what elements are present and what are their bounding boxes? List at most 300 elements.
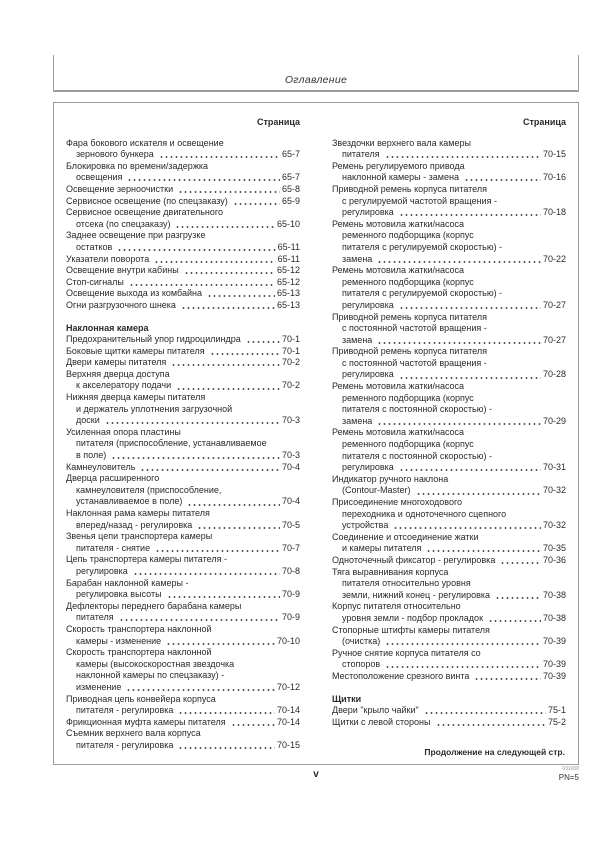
toc-entry-line — [66, 636, 300, 648]
toc-entry-line — [66, 346, 300, 358]
toc-page-number: 70-27 — [542, 299, 566, 310]
dot-leader — [495, 597, 541, 599]
toc-entry-line: Усиленная опора пластины — [66, 426, 181, 437]
toc-entry-line — [66, 300, 300, 312]
toc-entry — [332, 161, 566, 184]
dot-leader — [119, 619, 280, 621]
toc-page-number: 70-9 — [281, 589, 300, 600]
toc-entry-line — [332, 636, 566, 648]
dot-leader — [178, 712, 275, 714]
toc-entry — [66, 138, 300, 161]
dot-leader — [111, 457, 280, 459]
toc-entry-line — [332, 416, 566, 428]
toc-entry-line: Ремень мотовила жатки/насоса — [332, 381, 465, 392]
dot-leader — [140, 469, 280, 471]
toc-entry-line — [66, 543, 300, 555]
toc-entry-text: (очистка) — [342, 636, 381, 647]
toc-entry-line — [66, 288, 300, 300]
dot-leader — [385, 643, 541, 645]
toc-entry-line — [66, 219, 300, 231]
toc-entry-line: наклонной камеры по спецзаказу) - — [76, 670, 225, 681]
toc-entry-text: Стоп-сигналы — [66, 276, 124, 287]
toc-entry — [66, 300, 300, 312]
toc-page-number: 65-9 — [281, 195, 300, 206]
toc-page-number: 70-32 — [542, 520, 566, 531]
toc-entry-line: Звездочки верхнего вала камеры — [332, 137, 471, 148]
dot-leader — [233, 203, 280, 205]
toc-entry — [66, 184, 300, 196]
toc-entry-text: зернового бункера — [76, 149, 154, 160]
dot-leader — [377, 423, 541, 425]
toc-entry-line: ременного подборщика (корпус — [342, 230, 474, 241]
toc-entry-text: вперед/назад - регулировка — [76, 519, 193, 530]
toc-entry-line — [332, 300, 566, 312]
toc-page-number: 65-13 — [276, 288, 300, 299]
toc-entry-text: Сервисное освещение (по спецзаказу) — [66, 195, 228, 206]
dot-leader — [436, 724, 546, 726]
toc-entry-line — [66, 334, 300, 346]
toc-entry-line: Дефлекторы переднего барабана камеры — [66, 600, 242, 611]
toc-page-number: 70-39 — [542, 636, 566, 647]
toc-entry-text: питателя - снятие — [76, 542, 151, 553]
toc-page-number: 70-1 — [281, 345, 300, 356]
toc-entry-line: питателя с постоянной скоростью) - — [342, 404, 492, 415]
toc-entry-line: с постоянной частотой вращения - — [342, 323, 487, 334]
toc-entry — [66, 254, 300, 266]
toc-entry-line: переходника и одноточечного сцепного — [342, 508, 507, 519]
toc-entry-line — [66, 520, 300, 532]
toc-page-number: 70-2 — [281, 357, 300, 368]
dot-leader — [426, 550, 541, 552]
toc-entry-line: Ремень регулируемого привода — [332, 160, 465, 171]
toc-entry-text: устанавливаемое в поле) — [76, 496, 183, 507]
dot-leader — [129, 284, 275, 286]
toc-entry-line: Приводной ремень корпуса питателя — [332, 346, 488, 357]
toc-entry — [66, 578, 300, 601]
toc-entry — [66, 346, 300, 358]
dot-leader — [424, 712, 546, 714]
toc-entry-line: и держатель уплотнения загрузочной — [76, 403, 233, 414]
toc-entry-line — [332, 543, 566, 555]
toc-entry-text: Огни разгрузочного шнека — [66, 299, 176, 310]
toc-entry-line: Съемник верхнего вала корпуса — [66, 728, 201, 739]
toc-page-number: 70-1 — [281, 334, 300, 345]
dot-leader — [126, 689, 275, 691]
dot-leader — [166, 643, 275, 645]
toc-entry-line — [332, 590, 566, 602]
toc-entry-line — [66, 450, 300, 462]
toc-page-number: 70-18 — [542, 207, 566, 218]
toc-entry-line: с регулируемой частотой вращения - — [342, 195, 497, 206]
toc-page-number: 70-15 — [276, 739, 300, 750]
page-title-box — [53, 55, 579, 92]
toc-entry-line — [332, 335, 566, 347]
toc-entry — [332, 265, 566, 311]
toc-entry — [332, 567, 566, 602]
dot-leader — [117, 249, 275, 251]
toc-page-number: 70-35 — [542, 543, 566, 554]
toc-entry-line — [332, 149, 566, 161]
toc-entry-text: регулировка — [342, 369, 394, 380]
toc-entry-line — [332, 705, 566, 717]
toc-entry-line: питателя с регулируемой скоростью) - — [342, 288, 503, 299]
toc-entry-line — [332, 172, 566, 184]
toc-column-left — [66, 111, 300, 751]
toc-entry-text: изменение — [76, 681, 122, 692]
toc-entry — [66, 728, 300, 751]
toc-entry — [66, 288, 300, 300]
toc-entry-line: Верхняя дверца доступа — [66, 368, 170, 379]
toc-entry-line — [332, 671, 566, 683]
dot-leader — [159, 156, 280, 158]
toc-entry-line: Стопорные штифты камеры питателя — [332, 624, 490, 635]
toc-entry-text: замена — [342, 334, 373, 345]
toc-entry-text: Освещение выхода из комбайна — [66, 288, 202, 299]
toc-entry-line — [66, 415, 300, 427]
toc-entry-line: Наклонная рама камеры питателя — [66, 508, 210, 518]
toc-entry-line: Приводная цепь конвейера корпуса — [66, 693, 216, 704]
toc-column-right — [332, 111, 566, 751]
toc-entry — [66, 196, 300, 208]
toc-entry-line: Фара бокового искателя и освещение — [66, 137, 224, 148]
toc-entry — [332, 346, 566, 381]
toc-page-number: 70-10 — [276, 635, 300, 646]
toc-page-number: 65-12 — [276, 276, 300, 287]
toc-entry-line: Ремень мотовила жатки/насоса — [332, 427, 465, 438]
toc-entry — [332, 474, 566, 497]
dot-leader — [184, 272, 275, 274]
toc-entry-text: остатков — [76, 241, 113, 252]
toc-entry — [66, 462, 300, 474]
toc-entry-line — [66, 357, 300, 369]
toc-page-number: 65-8 — [281, 183, 300, 194]
toc-entry-text: доски — [76, 415, 100, 426]
toc-entry-text: и камеры питателя — [342, 543, 422, 554]
toc-entry-text: Двери камеры питателя — [66, 357, 167, 368]
toc-page-number: 70-8 — [281, 565, 300, 576]
toc-entry-line: Звенья цепи транспортера камеры — [66, 531, 213, 542]
toc-entry-text: питателя — [76, 612, 114, 623]
toc-entry-text: устройства — [342, 520, 389, 531]
dot-leader — [175, 226, 274, 228]
toc-entry — [66, 531, 300, 554]
toc-entry-line: Индикатор ручного наклона — [332, 473, 449, 484]
toc-entry-line — [332, 485, 566, 497]
toc-entry-line: Приводной ремень корпуса питателя — [332, 183, 488, 194]
toc-entry — [332, 497, 566, 532]
toc-entry — [332, 532, 566, 555]
toc-entry-line — [332, 369, 566, 381]
dot-leader — [127, 179, 280, 181]
toc-entry — [332, 601, 566, 624]
toc-entry-line: питателя относительно уровня — [342, 578, 471, 589]
column-header-page-label: Страница — [256, 117, 300, 127]
toc-entry — [66, 357, 300, 369]
toc-entry-line: питателя (приспособление, устанавливаемое — [76, 438, 267, 449]
toc-entry-line: Корпус питателя относительно — [332, 601, 461, 612]
toc-page-number: 70-5 — [281, 519, 300, 530]
toc-entry-line — [66, 196, 300, 208]
toc-page-number: 65-7 — [281, 149, 300, 160]
toc-entry-text: питателя — [342, 149, 380, 160]
toc-column-left-body — [66, 138, 300, 752]
toc-entry — [332, 381, 566, 427]
toc-page-number: 65-10 — [276, 218, 300, 229]
toc-entry — [66, 369, 300, 392]
toc-entry-line: Тяга выравнивания корпуса — [332, 566, 449, 577]
toc-entry-text: Боковые щитки камеры питателя — [66, 345, 205, 356]
toc-entry-text: стопоров — [342, 659, 381, 670]
toc-page-number: 65-11 — [277, 241, 300, 252]
toc-entry-line: Блокировка по времени/задержка — [66, 160, 208, 171]
toc-entry-line: ременного подборщика (корпус — [342, 276, 474, 287]
toc-page-number: 70-28 — [542, 369, 566, 380]
toc-entry-line — [332, 555, 566, 567]
toc-entry — [332, 648, 566, 671]
toc-entry-line — [66, 589, 300, 601]
toc-entry-text: Указатели поворота — [66, 253, 150, 264]
toc-entry-line — [332, 462, 566, 474]
toc-entry-text: замена — [342, 415, 373, 426]
toc-page-number: 70-29 — [542, 415, 566, 426]
toc-entry — [66, 334, 300, 346]
toc-page-number: 70-32 — [542, 485, 566, 496]
toc-entry-text: к акселератору подачи — [76, 380, 172, 391]
toc-page-number: 70-2 — [281, 380, 300, 391]
dot-leader — [399, 214, 541, 216]
toc-entry — [332, 705, 566, 717]
toc-entry-text: регулировка высоты — [76, 589, 162, 600]
toc-entry-line: ременного подборщика (корпус — [342, 392, 474, 403]
toc-entry — [332, 138, 566, 161]
toc-entry-line — [66, 717, 300, 729]
toc-entry-text: Двери "крыло чайки" — [332, 705, 419, 716]
toc-page-number: 75-2 — [547, 716, 566, 727]
toc-entry-line: Цепь транспортера камеры питателя - — [66, 554, 227, 565]
toc-entry-text: наклонной камеры - замена — [342, 172, 459, 183]
toc-entry-line — [66, 184, 300, 196]
toc-entry-text: Камнеуловитель — [66, 461, 136, 472]
toc-page-number: 65-12 — [276, 265, 300, 276]
toc-page-number: 70-36 — [542, 554, 566, 565]
toc-entry — [332, 625, 566, 648]
toc-entry-line: Нижняя дверца камеры питателя — [66, 392, 206, 403]
toc-entry-line — [332, 254, 566, 266]
toc-entry-text: Освещение зерноочистки — [66, 183, 174, 194]
dot-leader — [187, 504, 280, 506]
toc-entry-line: Соединение и отсоединение жатки — [332, 531, 479, 542]
toc-entry-text: Местоположение срезного винта — [332, 670, 470, 681]
toc-entry-line: Скорость транспортера наклонной — [66, 647, 212, 658]
toc-entry-line — [66, 705, 300, 717]
dot-leader — [385, 666, 541, 668]
toc-entry — [66, 647, 300, 693]
toc-entry-text: уровня земли - подбор прокладок — [342, 612, 484, 623]
toc-page-number: 70-22 — [542, 253, 566, 264]
toc-entry-text: Щитки с левой стороны — [332, 716, 431, 727]
toc-section-heading: Наклонная камера — [66, 322, 149, 333]
dot-leader — [207, 295, 275, 297]
toc-entry-line — [332, 613, 566, 625]
toc-entry — [332, 219, 566, 265]
dot-leader — [154, 261, 275, 263]
dot-leader — [500, 562, 541, 564]
toc-entry-line: камнеуловителя (приспособление, — [76, 484, 222, 495]
toc-page-number: 75-1 — [547, 705, 566, 716]
toc-entry — [66, 392, 300, 427]
toc-entry-text: освещения — [76, 172, 123, 183]
toc-entry-text: земли, нижний конец - регулировка — [342, 589, 491, 600]
toc-entry-line — [66, 740, 300, 752]
toc-page-number: 65-13 — [276, 299, 300, 310]
toc-entry-line: Ремень мотовила жатки/насоса — [332, 265, 465, 276]
dot-leader — [399, 377, 541, 379]
page-number: v — [313, 769, 319, 780]
toc-entry — [66, 554, 300, 577]
dot-leader — [181, 307, 275, 309]
doc-code: 031008 — [562, 766, 579, 772]
footer-code-block — [559, 766, 579, 783]
toc-entry-text: Одноточечный фиксатор - регулировка — [332, 554, 496, 565]
toc-page-number: 70-9 — [281, 612, 300, 623]
toc-entry — [332, 184, 566, 219]
toc-entry-text: замена — [342, 253, 373, 264]
toc-entry — [332, 671, 566, 683]
toc-page-number: 70-3 — [281, 450, 300, 461]
toc-entry — [66, 230, 300, 253]
toc-entry-line: Присоединение многоходового — [332, 497, 463, 507]
toc-entry-line — [332, 717, 566, 729]
toc-entry-line: Сервисное освещение двигательного — [66, 207, 223, 218]
toc-page-number: 70-38 — [542, 612, 566, 623]
toc-entry — [332, 312, 566, 347]
dot-leader — [416, 493, 541, 495]
toc-entry-line — [66, 496, 300, 508]
toc-entry — [66, 717, 300, 729]
toc-entry-line — [66, 462, 300, 474]
toc-entry-line — [66, 612, 300, 624]
toc-entry — [332, 427, 566, 473]
dot-leader — [393, 527, 541, 529]
toc-page-number: 70-15 — [542, 149, 566, 160]
toc-page-number: 70-39 — [542, 670, 566, 681]
toc-entry-line — [332, 520, 566, 532]
dot-leader — [176, 388, 280, 390]
toc-entry-line — [66, 277, 300, 289]
toc-entry-text: питателя - регулировка — [76, 705, 174, 716]
toc-entry-line — [66, 566, 300, 578]
toc-page-number: 70-39 — [542, 659, 566, 670]
toc-entry-line: питателя с регулируемой скоростью) - — [342, 241, 503, 252]
toc-page-number: 70-12 — [276, 681, 300, 692]
toc-entry-line — [66, 242, 300, 254]
toc-entry — [66, 277, 300, 289]
toc-entry — [66, 161, 300, 184]
dot-leader — [105, 422, 280, 424]
toc-entry-line: Дверца расширенного — [66, 473, 160, 484]
toc-entry-line — [66, 265, 300, 277]
toc-entry — [66, 207, 300, 230]
toc-page-number: 70-27 — [542, 334, 566, 345]
toc-entry-line: Приводной ремень корпуса питателя — [332, 311, 488, 322]
dot-leader — [399, 469, 541, 471]
toc-entry-line: Скорость транспортера наклонной — [66, 623, 212, 634]
dot-leader — [474, 678, 541, 680]
toc-entry — [66, 508, 300, 531]
toc-entry-text: регулировка — [76, 565, 128, 576]
toc-box — [53, 102, 579, 765]
dot-leader — [171, 364, 280, 366]
toc-page-number: 70-3 — [281, 415, 300, 426]
dot-leader — [210, 353, 280, 355]
dot-leader — [377, 261, 541, 263]
toc-entry-text: в поле) — [76, 450, 107, 461]
toc-page-number: 65-7 — [281, 172, 300, 183]
dot-leader — [197, 527, 280, 529]
toc-entry-text: питателя - регулировка — [76, 739, 174, 750]
toc-entry — [66, 473, 300, 508]
toc-entry — [66, 265, 300, 277]
toc-page-number: 70-14 — [276, 716, 300, 727]
continuation-note: Продолжение на следующей стр. — [424, 747, 565, 757]
dot-leader — [155, 550, 280, 552]
toc-entry-text: (Contour-Master) — [342, 485, 411, 496]
toc-entry-line: камеры (высокоскоростная звездочка — [76, 658, 235, 669]
toc-entry-line: ременного подборщика (корпус — [342, 439, 474, 450]
toc-entry-line: Ремень мотовила жатки/насоса — [332, 218, 465, 229]
toc-entry-text: регулировка — [342, 299, 394, 310]
toc-page-number: 70-4 — [281, 496, 300, 507]
toc-entry-line — [66, 254, 300, 266]
toc-page-number: 65-11 — [277, 253, 300, 264]
toc-entry — [332, 717, 566, 729]
toc-page-number: 70-7 — [281, 542, 300, 553]
toc-entry-line — [332, 659, 566, 671]
toc-entry-line — [66, 682, 300, 694]
dot-leader — [246, 341, 280, 343]
dot-leader — [399, 307, 541, 309]
toc-entry-text: Освещение внутри кабины — [66, 265, 179, 276]
toc-columns — [54, 103, 578, 751]
dot-leader — [167, 596, 280, 598]
page-title: Оглавление — [284, 74, 348, 86]
toc-entry-text: регулировка — [342, 462, 394, 473]
dot-leader — [488, 620, 541, 622]
column-header-page-label: Страница — [522, 117, 566, 127]
toc-entry — [66, 624, 300, 647]
toc-entry-line — [66, 380, 300, 392]
pn-label: PN=5 — [558, 773, 579, 782]
toc-page-number: 70-4 — [281, 461, 300, 472]
toc-page-number: 70-16 — [542, 172, 566, 183]
toc-section-heading: Щитки — [332, 693, 362, 704]
toc-page-number: 70-38 — [542, 589, 566, 600]
toc-entry — [66, 601, 300, 624]
toc-entry-line: питателя с постоянной скоростью) - — [342, 450, 492, 461]
dot-leader — [178, 191, 280, 193]
dot-leader — [385, 156, 541, 158]
toc-entry — [332, 555, 566, 567]
toc-entry-text: отсека (по спецзаказу) — [76, 218, 171, 229]
toc-entry — [66, 427, 300, 462]
dot-leader — [178, 747, 275, 749]
toc-entry-text: регулировка — [342, 207, 394, 218]
dot-leader — [464, 179, 541, 181]
toc-entry-line: Заднее освещение при разгрузке — [66, 230, 206, 241]
dot-leader — [231, 724, 275, 726]
toc-page-number: 70-31 — [542, 462, 566, 473]
toc-entry-text: Фрикционная муфта камеры питателя — [66, 716, 226, 727]
